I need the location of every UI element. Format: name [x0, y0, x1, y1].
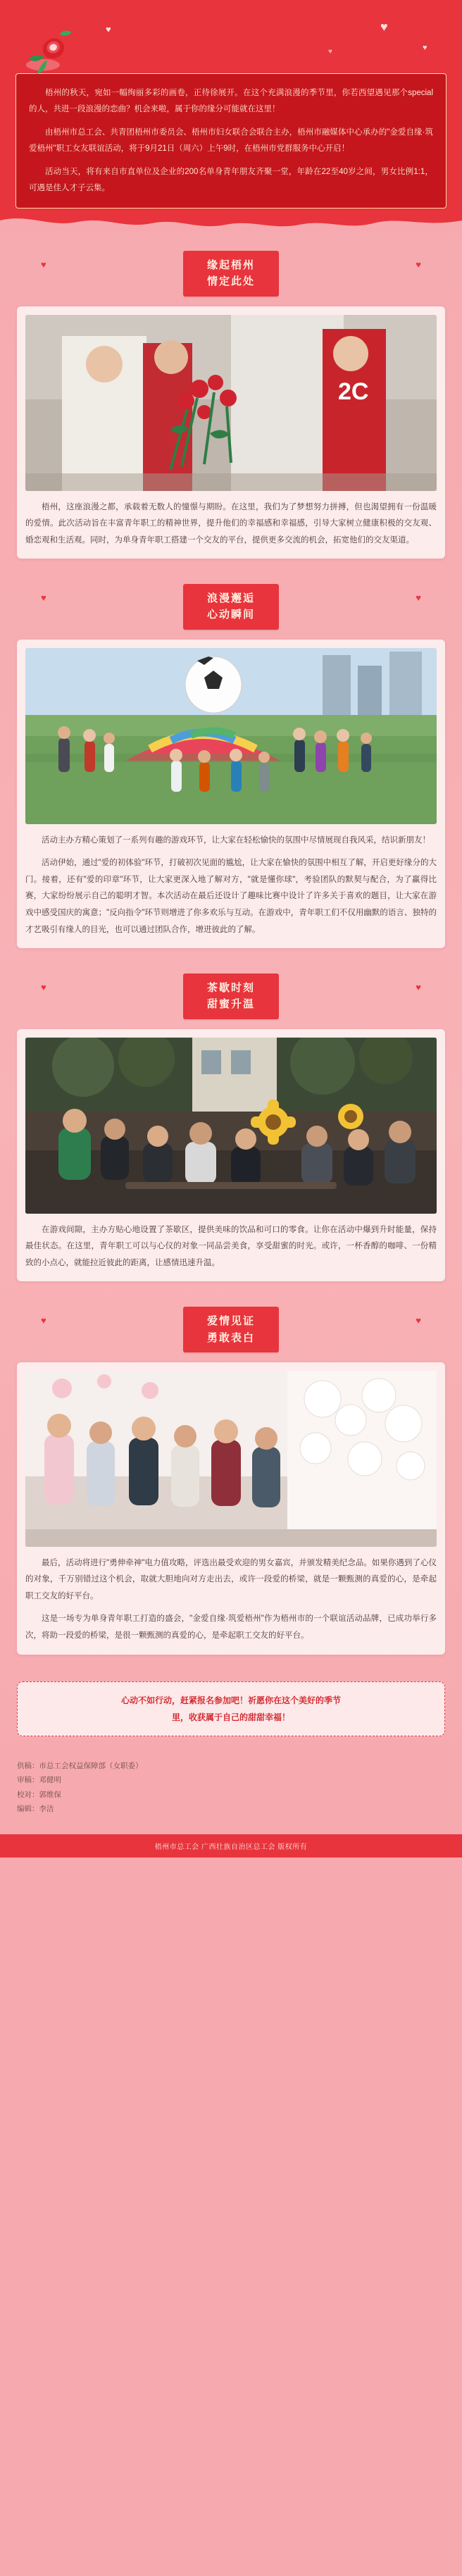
photo-tea-break-garden [25, 1038, 437, 1214]
heart-icon: ♥ [41, 1315, 46, 1326]
rose-icon [18, 17, 83, 82]
heart-icon: ♥ [328, 48, 332, 56]
section-3 [0, 973, 462, 1288]
section-body [25, 1222, 437, 1272]
body-paragraph: 这是一场专为单身青年职工打造的盛会，"金爱自缘·筑爱梧州"作为梧州市的一个联谊活动品牌，已成功举行多次，将助一段爱的桥梁，是很一颗甄测的真爱的心，是牵起职工交友的好平台。 [25, 1614, 437, 1640]
heart-icon: ♥ [380, 20, 388, 34]
credit-line: 校对：郭维保 [17, 1790, 61, 1799]
photo-outdoor-games [25, 648, 437, 824]
credits-block [0, 1749, 462, 1835]
section-body [25, 499, 437, 549]
section-title-wrap [0, 1307, 462, 1352]
section-title-line1: 茶歇时刻 [206, 982, 255, 995]
heart-icon: ♥ [41, 592, 46, 604]
section-title-wrap [0, 584, 462, 630]
heart-icon: ♥ [423, 44, 427, 52]
intro-paragraph: 活动当天，将有来自市直单位及企业的200名单身青年朋友齐聚一堂，年龄在22至40岁之间，男女比例1:1，可遇是佳人才子云集。 [29, 168, 433, 192]
content-card [17, 640, 445, 948]
credit-line: 供稿：市总工会权益保障部（女职委） [17, 1761, 143, 1770]
heart-icon: ♥ [416, 982, 421, 993]
content-card [17, 1362, 445, 1655]
credit-line: 编辑：李洁 [17, 1804, 54, 1813]
section-title-line2: 甜蜜升温 [206, 998, 255, 1011]
call-to-action-box [17, 1681, 445, 1736]
heart-icon: ♥ [416, 259, 421, 270]
intro-paragraph: 由梧州市总工会、共青团梧州市委员会、梧州市妇女联合会联合主办，梧州市融媒体中心承办的"金爱自缘·筑爱梧州"职工女友联谊活动，将于9月21日（周六）上午9时，在梧州市党群服务中心开启！ [29, 128, 433, 153]
intro-text-box [15, 73, 447, 209]
section-title-banner [183, 1307, 279, 1352]
section-title-wrap [0, 973, 462, 1019]
section-title-line2: 勇敢表白 [206, 1331, 255, 1344]
body-paragraph: 活动伊始，通过"爱的初体验"环节，打破初次见面的尴尬，让大家在愉快的氛围中相互了解，开启更好缘分的大门。接着，还有"爱的印章"环节，让大家更深入地了解对方，"就是懂你球"，考验团队的默契与配合，为了赢得比赛，大家纷纷展示自己的聪明才智。本次活动在最后还设计了趣味比赛中设计了许多关于喜欢的题目，让大家在游戏中感受国庆的寓意；"反向指令"环节则增进了你多欢乐与互动。在游戏中，青年职工们不仅用幽默的语言、独特的才艺吸引有缘人的目光，也可以通过团队合作，增进彼此的了解。 [25, 859, 437, 934]
section-title-banner [183, 584, 279, 630]
section-title-line2: 情定此处 [206, 275, 255, 288]
content-card [17, 1029, 445, 1282]
section-2 [0, 584, 462, 955]
section-title-banner [183, 973, 279, 1019]
cta-line2: 里，收获属于自己的甜甜幸福！ [171, 1712, 290, 1722]
header-wave-divider [0, 212, 462, 233]
credit-line: 审稿：邓健明 [17, 1776, 61, 1785]
section-title-line1: 浪漫邂逅 [206, 592, 255, 605]
heart-icon: ♥ [41, 982, 46, 993]
section-title-line1: 缘起梧州 [206, 259, 255, 271]
section-title-line1: 爱情见证 [206, 1315, 255, 1328]
photo-roses-handover [25, 315, 437, 491]
section-title-banner [183, 251, 279, 297]
section-1 [0, 251, 462, 566]
heart-icon: ♥ [106, 24, 111, 35]
content-card [17, 306, 445, 559]
heart-icon: ♥ [41, 259, 46, 270]
section-4 [0, 1307, 462, 1661]
body-paragraph: 最后，活动将进行"勇伸牵神"电力值攻略，评选出最受欢迎的男女嘉宾，并颁发精美纪念品。如果你遇到了心仪的对象，千万别错过这个机会，取就大胆地向对方走出去，或许一段爱的桥梁，就是一颗甄测的真爱的心，是牵起职工交友的好平台。 [25, 1558, 437, 1600]
body-paragraph: 活动主办方精心策划了一系列有趣的游戏环节，让大家在轻松愉快的氛围中尽情展现自我风采，结识新朋友！ [42, 835, 430, 845]
bottom-bar: 梧州市总工会 广西壮族自治区总工会 版权所有 [0, 1834, 462, 1858]
body-paragraph: 在游戏间隙，主办方贴心地设置了茶歇区，提供美味的饮品和可口的零食。让你在活动中爆到升时能量，保持最佳状态。在这里，青年职工可以与心仪的对象一同品尝美食，享受甜蜜的时光。或许，一杯香醇的咖啡、一份精致的小点心，就能拉近彼此的距离，让感情迅速升温。 [25, 1225, 437, 1267]
header-decoration [0, 13, 462, 73]
section-title-wrap [0, 251, 462, 297]
photo-indoor-confession [25, 1371, 437, 1547]
heart-icon: ♥ [416, 592, 421, 604]
section-body [25, 1555, 437, 1645]
cta-line1: 心动不如行动，赶紧报名参加吧！祈愿你在这个美好的季节 [120, 1695, 341, 1705]
intro-paragraph: 梧州的秋天，宛如一幅绚丽多彩的画卷，正待徐展开。在这个充满浪漫的季节里，你若西望遇见那个special的人，共进一段浪漫的恋曲？机会来啦，属于你的缘分可能就在这里！ [29, 89, 433, 113]
heart-icon: ♥ [416, 1315, 421, 1326]
header [0, 0, 462, 232]
svg-text:2C: 2C [338, 378, 369, 405]
body-paragraph: 梧州，这座浪漫之都，承载着无数人的憧憬与期盼。在这里，我们为了梦想努力拼搏，但也渴望拥有一份温暖的爱情。此次活动旨在丰富青年职工的精神世界，提升他们的幸福感和幸福感，引导大家树立健康积极的交友观、婚恋观和生活观。同时，为单身青年职工搭建一个交友的平台，提供更多交流的机会，拓宽他们的交友渠道。 [25, 502, 437, 545]
section-body [25, 833, 437, 938]
section-title-line2: 心动瞬间 [206, 609, 255, 621]
